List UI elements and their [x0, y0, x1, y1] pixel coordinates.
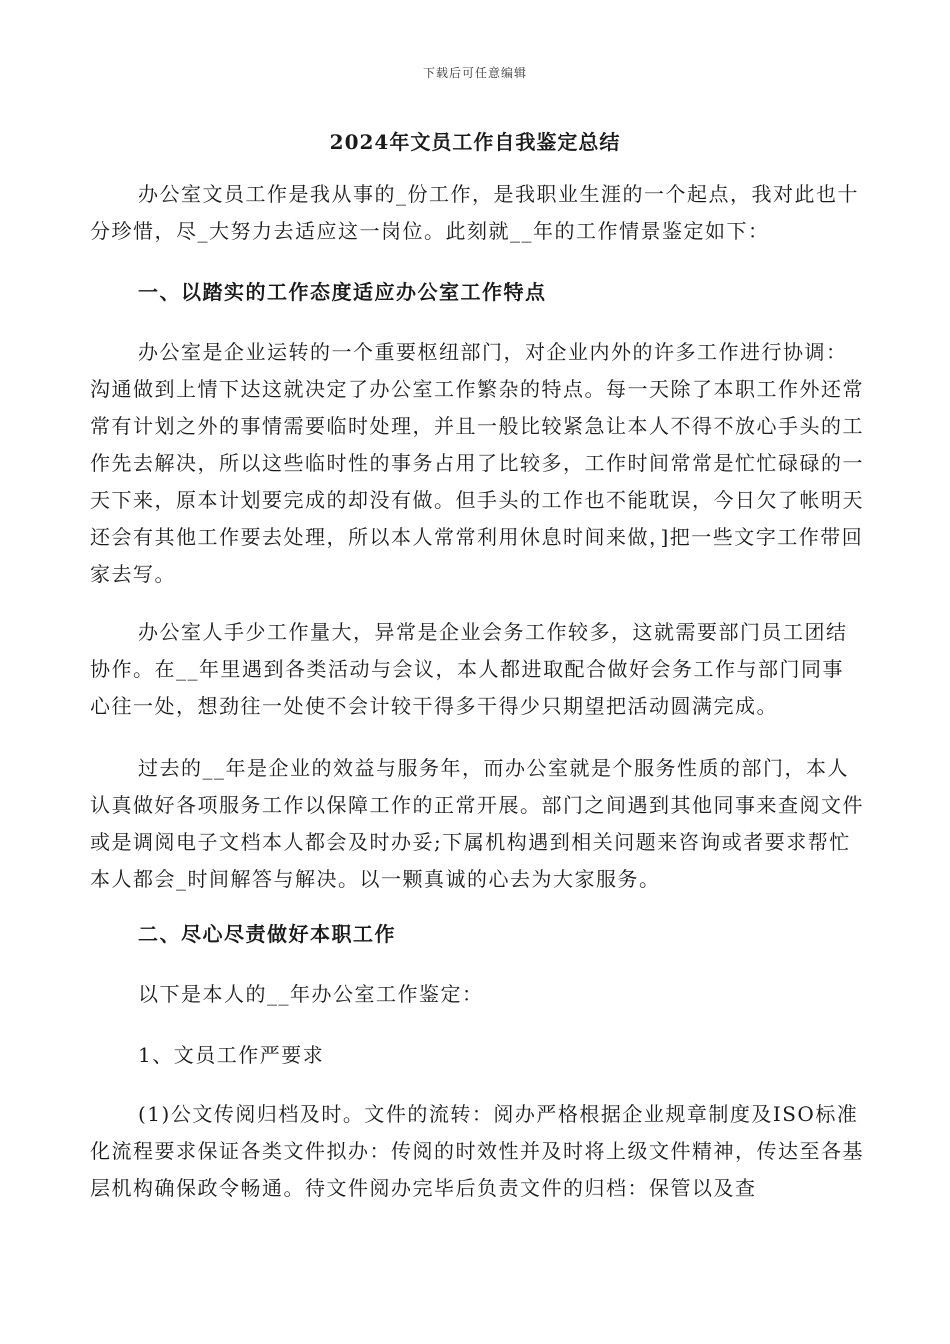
paragraph-4: 以下是本人的__年办公室工作鉴定：: [138, 982, 484, 1006]
paragraph-6: (1)公文传阅归档及时。文件的流转：阅办严格根据企业规章制度及ISO标准化流程要求保证各类文件拟办：传阅的时效性并及时将上级文件精神，传达至各基层机构确保政令畅通。待文件阅办完毕后负责文件的归档：保管以及查: [90, 1102, 864, 1200]
paragraph-5: 1、文员工作严要求: [138, 1043, 325, 1067]
intro-paragraph: 办公室文员工作是我从事的_份工作，是我职业生涯的一个起点，我对此也十分珍惜，尽_大努力去适应这一岗位。此刻就__年的工作情景鉴定如下：: [90, 182, 859, 243]
paragraph-1: 办公室是企业运转的一个重要枢纽部门，对企业内外的许多工作进行协调：沟通做到上情下达这就决定了办公室工作繁杂的特点。每一天除了本职工作外还常常有计划之外的事情需要临时处理，并且一般比较紧急让本人不得不放心手头的工作先去解决，所以这些临时性的事务占用了比较多，工作时间常常是忙忙碌碌的一天下来，原本计划要完成的却没有做。但手头的工作也不能耽误，今日欠了帐明天还会有其他工作要去处理，所以本人常常利用休息时间来做，]把一些文字工作带回家去写。: [90, 340, 864, 586]
page-title: 2024年文员工作自我鉴定总结: [329, 130, 621, 154]
paragraph-3: 过去的__年是企业的效益与服务年，而办公室就是个服务性质的部门，本人认真做好各项服务工作以保障工作的正常开展。部门之间遇到其他同事来查阅文件或是调阅电子文档本人都会及时办妥;下属机构遇到相关问题来咨询或者要求帮忙本人都会_时间解答与解决。以一颗真诚的心去为大家服务。: [90, 756, 864, 891]
section-2-heading: 二、尽心尽责做好本职工作: [138, 922, 396, 946]
paragraph-2: 办公室人手少工作量大，异常是企业会务工作较多，这就需要部门员工团结协作。在__年里遇到各类活动与会议，本人都进取配合做好会务工作与部门同事心往一处，想劲往一处使不会计较干得多干得少只期望把活动圆满完成。: [90, 620, 848, 718]
header-note: 下载后可任意编辑: [422, 66, 527, 80]
section-1-heading: 一、以踏实的工作态度适应办公室工作特点: [138, 280, 547, 304]
